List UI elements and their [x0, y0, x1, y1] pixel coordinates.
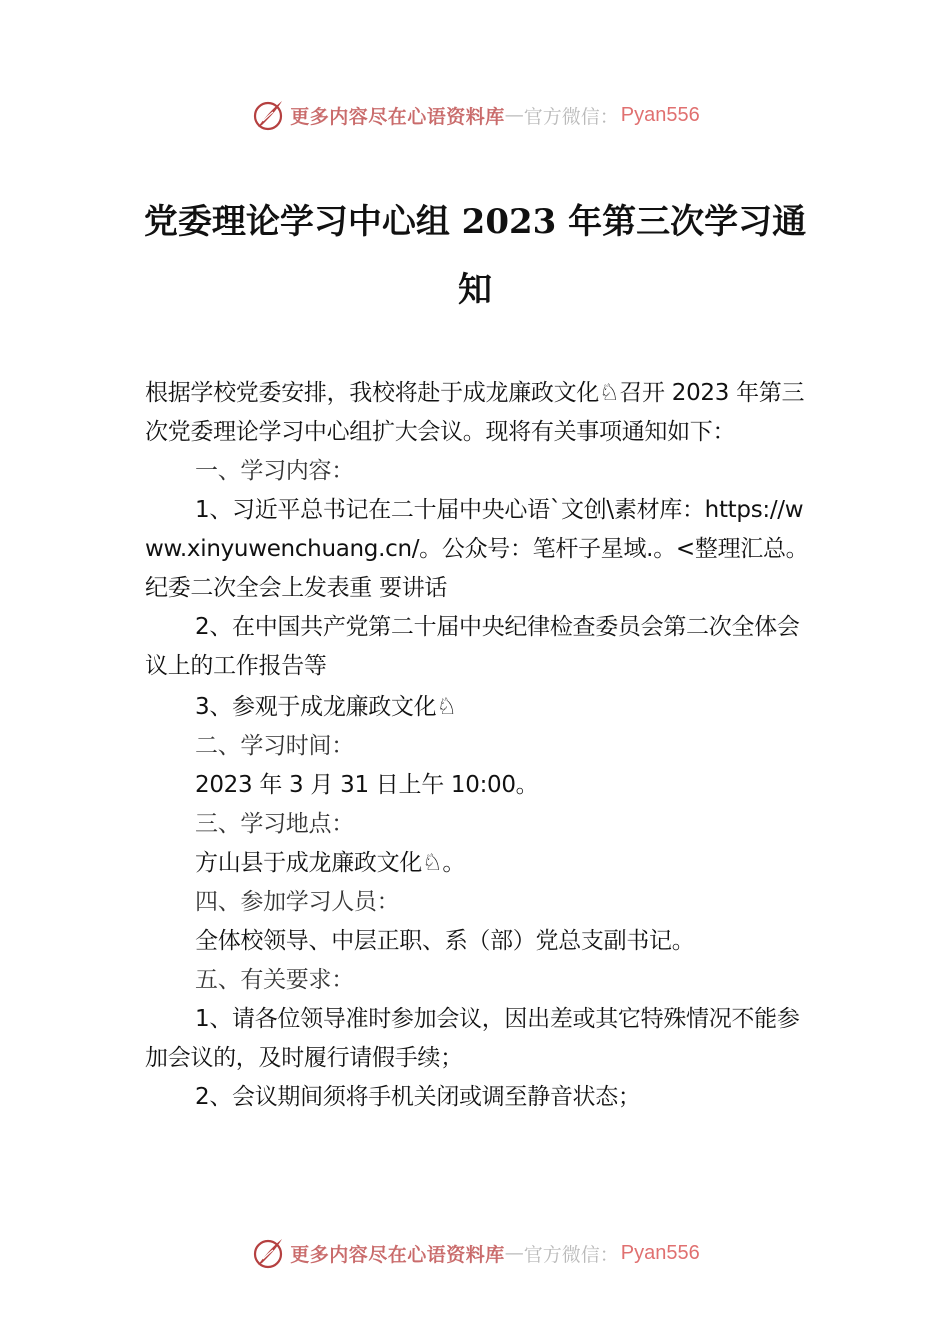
section-heading-time: 二、学习时间： [195, 733, 354, 759]
footer-watermark-banner [0, 1233, 950, 1273]
quill-logo-icon [250, 1235, 286, 1271]
banner-text: 更多内容尽在心语资料库 [290, 1243, 505, 1266]
location-text: 方山县于成龙廉政文化♘。 [195, 850, 466, 876]
attendees-text: 全体校领导、中层正职、系（部）党总支副书记。 [195, 928, 695, 954]
content-item-3: 3、参观于成龙廉政文化♘ [195, 694, 457, 720]
title-line-2: 知 [458, 270, 492, 310]
time-text: 2023 年 3 月 31 日上午 10:00。 [195, 772, 539, 798]
content-item-2: 2、在中国共产党第二十届中央纪律检查委员会第二次全体会议上的工作报告等 [145, 614, 800, 679]
header-watermark-banner [0, 95, 950, 135]
section-heading-attendees: 四、参加学习人员： [195, 889, 400, 915]
document-title [140, 188, 810, 324]
banner-wechat-id: Pyan556 [620, 1241, 700, 1264]
section-heading-location: 三、学习地点： [195, 811, 354, 837]
intro-paragraph: 根据学校党委安排，我校将赴于成龙廉政文化♘召开 2023 年第三次党委理论学习中心组扩大会议。现将有关事项通知如下： [145, 380, 805, 445]
title-line-1: 党委理论学习中心组 2023 年第三次学习通 [143, 202, 807, 242]
section-heading-requirements: 五、有关要求： [195, 967, 354, 993]
banner-dash: — [504, 104, 524, 126]
banner-wechat-label: 官方微信： [523, 105, 619, 128]
document-body [145, 374, 815, 1117]
section-heading-content: 一、学习内容： [195, 458, 354, 484]
banner-text: 更多内容尽在心语资料库 [290, 105, 505, 128]
content-item-1: 1、习近平总书记在二十届中央心语`文创\素材库：https://www.xinyuwenchuang.cn/。公众号：笔杆子星域.。<整理汇总。纪委二次全会上发表重 要讲话 [145, 497, 809, 601]
banner-wechat-label: 官方微信： [523, 1243, 619, 1266]
banner-dash: — [504, 1242, 524, 1264]
requirement-item-1: 1、请各位领导准时参加会议，因出差或其它特殊情况不能参加会议的，及时履行请假手续； [145, 1006, 800, 1071]
banner-wechat-id: Pyan556 [620, 103, 700, 126]
quill-logo-icon [250, 97, 286, 133]
requirement-item-2: 2、会议期间须将手机关闭或调至静音状态； [195, 1084, 641, 1110]
